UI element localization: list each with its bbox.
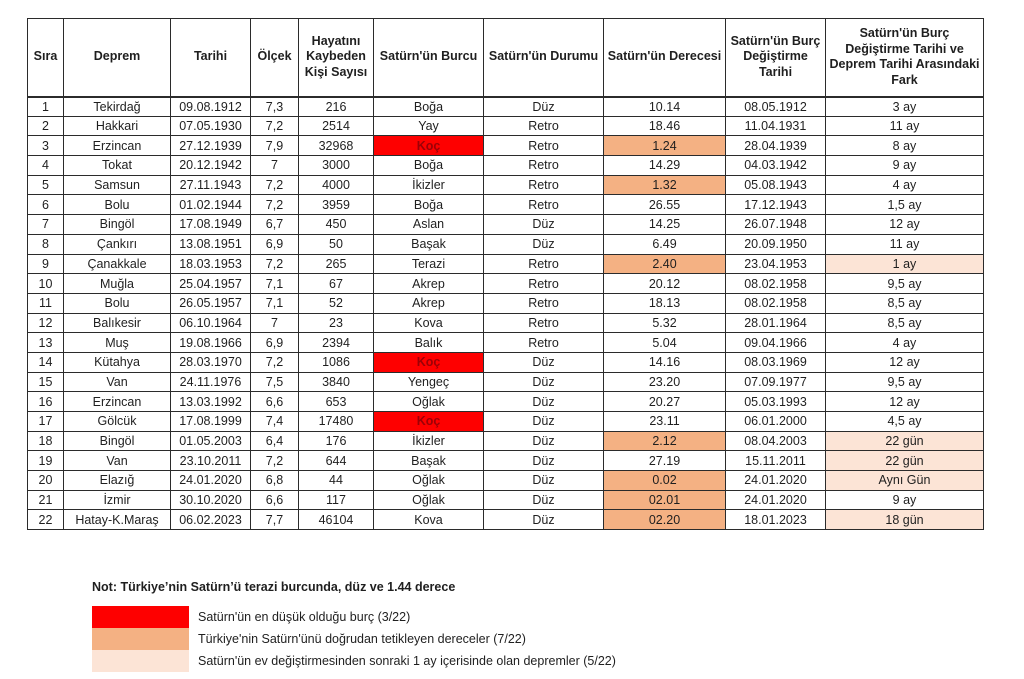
cell-degistirme: 09.04.1966 <box>726 333 826 353</box>
cell-durum: Düz <box>484 392 604 412</box>
cell-olcek: 7,2 <box>251 451 299 471</box>
table-row <box>28 490 984 510</box>
legend-swatch-orange <box>92 628 189 650</box>
cell-kayip: 50 <box>299 234 374 254</box>
cell-burc: Koç <box>374 136 484 156</box>
cell-tarihi: 25.04.1957 <box>171 274 251 294</box>
cell-tarihi: 28.03.1970 <box>171 352 251 372</box>
cell-tarihi: 13.03.1992 <box>171 392 251 412</box>
cell-degistirme: 26.07.1948 <box>726 215 826 235</box>
cell-fark: 22 gün <box>826 431 984 451</box>
cell-tarihi: 19.08.1966 <box>171 333 251 353</box>
cell-olcek: 7,1 <box>251 274 299 294</box>
cell-degistirme: 07.09.1977 <box>726 372 826 392</box>
cell-sira: 14 <box>28 352 64 372</box>
cell-burc: Kova <box>374 313 484 333</box>
cell-fark: 4 ay <box>826 175 984 195</box>
cell-derece: 0.02 <box>604 471 726 491</box>
cell-sira: 5 <box>28 175 64 195</box>
legend <box>92 606 616 672</box>
cell-kayip: 176 <box>299 431 374 451</box>
cell-olcek: 7,2 <box>251 195 299 215</box>
note-text: Not: Türkiye’nin Satürn’ü terazi burcunda, düz ve 1.44 derece <box>92 580 456 594</box>
legend-label: Satürn'ün en düşük olduğu burç (3/22) <box>198 610 411 624</box>
table-row <box>28 254 984 274</box>
cell-derece: 6.49 <box>604 234 726 254</box>
cell-tarihi: 13.08.1951 <box>171 234 251 254</box>
cell-durum: Düz <box>484 97 604 117</box>
table-row <box>28 333 984 353</box>
cell-deprem: Samsun <box>64 175 171 195</box>
cell-burc: Başak <box>374 451 484 471</box>
cell-burc: Kova <box>374 510 484 530</box>
table-row <box>28 412 984 432</box>
cell-kayip: 23 <box>299 313 374 333</box>
cell-fark: 18 gün <box>826 510 984 530</box>
col-header-fark: Satürn'ün Burç Değiştirme Tarihi ve Deprem Tarihi Arasındaki Fark <box>826 19 984 97</box>
cell-tarihi: 20.12.1942 <box>171 156 251 176</box>
cell-burc: Yay <box>374 116 484 136</box>
cell-durum: Düz <box>484 215 604 235</box>
cell-deprem: Kütahya <box>64 352 171 372</box>
cell-durum: Retro <box>484 175 604 195</box>
cell-degistirme: 20.09.1950 <box>726 234 826 254</box>
cell-kayip: 1086 <box>299 352 374 372</box>
cell-fark: 9 ay <box>826 490 984 510</box>
col-header-durum: Satürn'ün Durumu <box>484 19 604 97</box>
cell-derece: 5.32 <box>604 313 726 333</box>
cell-sira: 18 <box>28 431 64 451</box>
cell-derece: 14.16 <box>604 352 726 372</box>
col-header-burc: Satürn'ün Burcu <box>374 19 484 97</box>
table-row <box>28 234 984 254</box>
cell-durum: Retro <box>484 195 604 215</box>
table-row <box>28 175 984 195</box>
cell-tarihi: 27.11.1943 <box>171 175 251 195</box>
cell-degistirme: 05.08.1943 <box>726 175 826 195</box>
cell-olcek: 7,7 <box>251 510 299 530</box>
cell-deprem: Hatay-K.Maraş <box>64 510 171 530</box>
cell-olcek: 7 <box>251 313 299 333</box>
cell-derece: 23.11 <box>604 412 726 432</box>
table-header <box>28 19 984 97</box>
cell-durum: Retro <box>484 116 604 136</box>
cell-kayip: 4000 <box>299 175 374 195</box>
cell-burc: Aslan <box>374 215 484 235</box>
cell-deprem: Van <box>64 372 171 392</box>
cell-burc: Yengeç <box>374 372 484 392</box>
cell-olcek: 6,4 <box>251 431 299 451</box>
cell-deprem: Çankırı <box>64 234 171 254</box>
cell-durum: Retro <box>484 274 604 294</box>
cell-kayip: 3840 <box>299 372 374 392</box>
cell-derece: 18.13 <box>604 293 726 313</box>
cell-derece: 27.19 <box>604 451 726 471</box>
legend-item <box>92 628 616 650</box>
cell-burc: İkizler <box>374 175 484 195</box>
cell-deprem: Bolu <box>64 293 171 313</box>
cell-tarihi: 27.12.1939 <box>171 136 251 156</box>
cell-derece: 20.27 <box>604 392 726 412</box>
cell-fark: 3 ay <box>826 97 984 117</box>
cell-fark: 9,5 ay <box>826 274 984 294</box>
cell-fark: 12 ay <box>826 392 984 412</box>
cell-sira: 1 <box>28 97 64 117</box>
cell-sira: 2 <box>28 116 64 136</box>
cell-olcek: 6,6 <box>251 392 299 412</box>
cell-derece: 20.12 <box>604 274 726 294</box>
cell-degistirme: 23.04.1953 <box>726 254 826 274</box>
cell-deprem: Bolu <box>64 195 171 215</box>
table-row <box>28 274 984 294</box>
cell-kayip: 17480 <box>299 412 374 432</box>
cell-derece: 14.25 <box>604 215 726 235</box>
cell-tarihi: 17.08.1999 <box>171 412 251 432</box>
cell-kayip: 117 <box>299 490 374 510</box>
cell-tarihi: 23.10.2011 <box>171 451 251 471</box>
cell-deprem: Bingöl <box>64 431 171 451</box>
cell-olcek: 7,9 <box>251 136 299 156</box>
cell-burc: Boğa <box>374 195 484 215</box>
cell-olcek: 7,1 <box>251 293 299 313</box>
cell-kayip: 3000 <box>299 156 374 176</box>
cell-durum: Retro <box>484 254 604 274</box>
col-header-derece: Satürn'ün Derecesi <box>604 19 726 97</box>
cell-derece: 18.46 <box>604 116 726 136</box>
earthquake-saturn-table <box>27 18 984 530</box>
cell-fark: 8 ay <box>826 136 984 156</box>
cell-olcek: 6,8 <box>251 471 299 491</box>
cell-durum: Düz <box>484 352 604 372</box>
cell-tarihi: 09.08.1912 <box>171 97 251 117</box>
cell-durum: Retro <box>484 313 604 333</box>
cell-degistirme: 04.03.1942 <box>726 156 826 176</box>
cell-deprem: Çanakkale <box>64 254 171 274</box>
cell-olcek: 7,2 <box>251 116 299 136</box>
cell-kayip: 644 <box>299 451 374 471</box>
cell-burc: Akrep <box>374 293 484 313</box>
cell-fark: 11 ay <box>826 234 984 254</box>
legend-swatch-red <box>92 606 189 628</box>
cell-tarihi: 06.02.2023 <box>171 510 251 530</box>
cell-kayip: 46104 <box>299 510 374 530</box>
cell-degistirme: 08.02.1958 <box>726 293 826 313</box>
cell-sira: 11 <box>28 293 64 313</box>
cell-durum: Retro <box>484 293 604 313</box>
cell-degistirme: 18.01.2023 <box>726 510 826 530</box>
cell-kayip: 3959 <box>299 195 374 215</box>
cell-kayip: 2394 <box>299 333 374 353</box>
cell-derece: 1.32 <box>604 175 726 195</box>
legend-label: Satürn'ün ev değiştirmesinden sonraki 1 ay içerisinde olan depremler (5/22) <box>198 654 616 668</box>
cell-degistirme: 11.04.1931 <box>726 116 826 136</box>
cell-burc: Boğa <box>374 97 484 117</box>
cell-sira: 12 <box>28 313 64 333</box>
cell-sira: 3 <box>28 136 64 156</box>
cell-tarihi: 18.03.1953 <box>171 254 251 274</box>
cell-tarihi: 07.05.1930 <box>171 116 251 136</box>
table-row <box>28 156 984 176</box>
cell-durum: Retro <box>484 136 604 156</box>
legend-item <box>92 606 616 628</box>
cell-olcek: 6,6 <box>251 490 299 510</box>
cell-degistirme: 06.01.2000 <box>726 412 826 432</box>
cell-sira: 8 <box>28 234 64 254</box>
cell-durum: Düz <box>484 412 604 432</box>
cell-sira: 13 <box>28 333 64 353</box>
cell-sira: 19 <box>28 451 64 471</box>
table-row <box>28 451 984 471</box>
cell-kayip: 52 <box>299 293 374 313</box>
cell-kayip: 32968 <box>299 136 374 156</box>
cell-kayip: 653 <box>299 392 374 412</box>
cell-derece: 02.01 <box>604 490 726 510</box>
cell-burc: Koç <box>374 352 484 372</box>
cell-fark: 4,5 ay <box>826 412 984 432</box>
cell-deprem: Erzincan <box>64 392 171 412</box>
cell-burc: Başak <box>374 234 484 254</box>
cell-durum: Düz <box>484 234 604 254</box>
cell-fark: 8,5 ay <box>826 313 984 333</box>
cell-fark: 9,5 ay <box>826 372 984 392</box>
cell-sira: 16 <box>28 392 64 412</box>
table-row <box>28 215 984 235</box>
cell-deprem: Hakkari <box>64 116 171 136</box>
cell-tarihi: 30.10.2020 <box>171 490 251 510</box>
legend-item <box>92 650 616 672</box>
cell-sira: 17 <box>28 412 64 432</box>
cell-sira: 9 <box>28 254 64 274</box>
cell-degistirme: 28.01.1964 <box>726 313 826 333</box>
cell-derece: 2.40 <box>604 254 726 274</box>
cell-durum: Retro <box>484 156 604 176</box>
cell-deprem: Muş <box>64 333 171 353</box>
col-header-olcek: Ölçek <box>251 19 299 97</box>
cell-fark: 11 ay <box>826 116 984 136</box>
cell-tarihi: 01.05.2003 <box>171 431 251 451</box>
cell-degistirme: 08.02.1958 <box>726 274 826 294</box>
cell-durum: Düz <box>484 372 604 392</box>
cell-derece: 02.20 <box>604 510 726 530</box>
cell-degistirme: 08.05.1912 <box>726 97 826 117</box>
cell-sira: 21 <box>28 490 64 510</box>
cell-derece: 26.55 <box>604 195 726 215</box>
cell-derece: 2.12 <box>604 431 726 451</box>
earthquake-table-body <box>28 97 984 530</box>
cell-deprem: Balıkesir <box>64 313 171 333</box>
cell-fark: 12 ay <box>826 352 984 372</box>
cell-burc: Koç <box>374 412 484 432</box>
legend-label: Türkiye'nin Satürn'ünü doğrudan tetikleyen dereceler (7/22) <box>198 632 526 646</box>
cell-olcek: 7,2 <box>251 175 299 195</box>
cell-degistirme: 28.04.1939 <box>726 136 826 156</box>
cell-derece: 23.20 <box>604 372 726 392</box>
cell-durum: Düz <box>484 510 604 530</box>
table-row <box>28 471 984 491</box>
cell-burc: Oğlak <box>374 392 484 412</box>
cell-fark: 1 ay <box>826 254 984 274</box>
cell-burc: Akrep <box>374 274 484 294</box>
col-header-sira: Sıra <box>28 19 64 97</box>
cell-durum: Düz <box>484 451 604 471</box>
cell-durum: Düz <box>484 431 604 451</box>
cell-sira: 10 <box>28 274 64 294</box>
cell-kayip: 67 <box>299 274 374 294</box>
cell-olcek: 6,9 <box>251 333 299 353</box>
table-row <box>28 136 984 156</box>
cell-fark: 12 ay <box>826 215 984 235</box>
cell-derece: 5.04 <box>604 333 726 353</box>
cell-fark: 8,5 ay <box>826 293 984 313</box>
cell-derece: 10.14 <box>604 97 726 117</box>
table-row <box>28 510 984 530</box>
cell-derece: 14.29 <box>604 156 726 176</box>
cell-degistirme: 08.03.1969 <box>726 352 826 372</box>
table-row <box>28 195 984 215</box>
cell-burc: Oğlak <box>374 490 484 510</box>
cell-degistirme: 24.01.2020 <box>726 471 826 491</box>
cell-durum: Düz <box>484 471 604 491</box>
cell-kayip: 44 <box>299 471 374 491</box>
cell-tarihi: 01.02.1944 <box>171 195 251 215</box>
col-header-tarihi: Tarihi <box>171 19 251 97</box>
cell-fark: 22 gün <box>826 451 984 471</box>
cell-deprem: Gölcük <box>64 412 171 432</box>
cell-tarihi: 17.08.1949 <box>171 215 251 235</box>
cell-deprem: Bingöl <box>64 215 171 235</box>
table-header-row <box>28 19 984 97</box>
cell-sira: 15 <box>28 372 64 392</box>
cell-kayip: 216 <box>299 97 374 117</box>
cell-durum: Düz <box>484 490 604 510</box>
cell-burc: Balık <box>374 333 484 353</box>
cell-degistirme: 24.01.2020 <box>726 490 826 510</box>
cell-degistirme: 15.11.2011 <box>726 451 826 471</box>
cell-olcek: 7 <box>251 156 299 176</box>
cell-olcek: 6,9 <box>251 234 299 254</box>
cell-olcek: 7,3 <box>251 97 299 117</box>
cell-degistirme: 08.04.2003 <box>726 431 826 451</box>
cell-olcek: 7,2 <box>251 352 299 372</box>
cell-deprem: Muğla <box>64 274 171 294</box>
table-row <box>28 352 984 372</box>
cell-sira: 7 <box>28 215 64 235</box>
cell-deprem: Erzincan <box>64 136 171 156</box>
cell-deprem: Van <box>64 451 171 471</box>
cell-sira: 20 <box>28 471 64 491</box>
cell-deprem: Elazığ <box>64 471 171 491</box>
table-row <box>28 392 984 412</box>
cell-olcek: 7,2 <box>251 254 299 274</box>
legend-swatch-light <box>92 650 189 672</box>
cell-deprem: İzmir <box>64 490 171 510</box>
cell-kayip: 265 <box>299 254 374 274</box>
cell-burc: Boğa <box>374 156 484 176</box>
table-row <box>28 313 984 333</box>
cell-olcek: 7,5 <box>251 372 299 392</box>
table-row <box>28 116 984 136</box>
cell-tarihi: 26.05.1957 <box>171 293 251 313</box>
table-row <box>28 293 984 313</box>
cell-burc: Terazi <box>374 254 484 274</box>
col-header-deprem: Deprem <box>64 19 171 97</box>
cell-kayip: 2514 <box>299 116 374 136</box>
table-row <box>28 431 984 451</box>
cell-olcek: 6,7 <box>251 215 299 235</box>
cell-burc: Oğlak <box>374 471 484 491</box>
cell-deprem: Tekirdağ <box>64 97 171 117</box>
cell-burc: İkizler <box>374 431 484 451</box>
cell-sira: 22 <box>28 510 64 530</box>
cell-olcek: 7,4 <box>251 412 299 432</box>
cell-deprem: Tokat <box>64 156 171 176</box>
cell-tarihi: 24.01.2020 <box>171 471 251 491</box>
cell-degistirme: 05.03.1993 <box>726 392 826 412</box>
cell-derece: 1.24 <box>604 136 726 156</box>
cell-durum: Retro <box>484 333 604 353</box>
cell-sira: 6 <box>28 195 64 215</box>
table-row <box>28 97 984 117</box>
table-row <box>28 372 984 392</box>
cell-sira: 4 <box>28 156 64 176</box>
cell-kayip: 450 <box>299 215 374 235</box>
cell-fark: Aynı Gün <box>826 471 984 491</box>
col-header-kayip: Hayatını Kaybeden Kişi Sayısı <box>299 19 374 97</box>
cell-fark: 1,5 ay <box>826 195 984 215</box>
cell-tarihi: 06.10.1964 <box>171 313 251 333</box>
col-header-degistirme: Satürn'ün Burç Değiştirme Tarihi <box>726 19 826 97</box>
cell-fark: 4 ay <box>826 333 984 353</box>
cell-tarihi: 24.11.1976 <box>171 372 251 392</box>
cell-degistirme: 17.12.1943 <box>726 195 826 215</box>
cell-fark: 9 ay <box>826 156 984 176</box>
